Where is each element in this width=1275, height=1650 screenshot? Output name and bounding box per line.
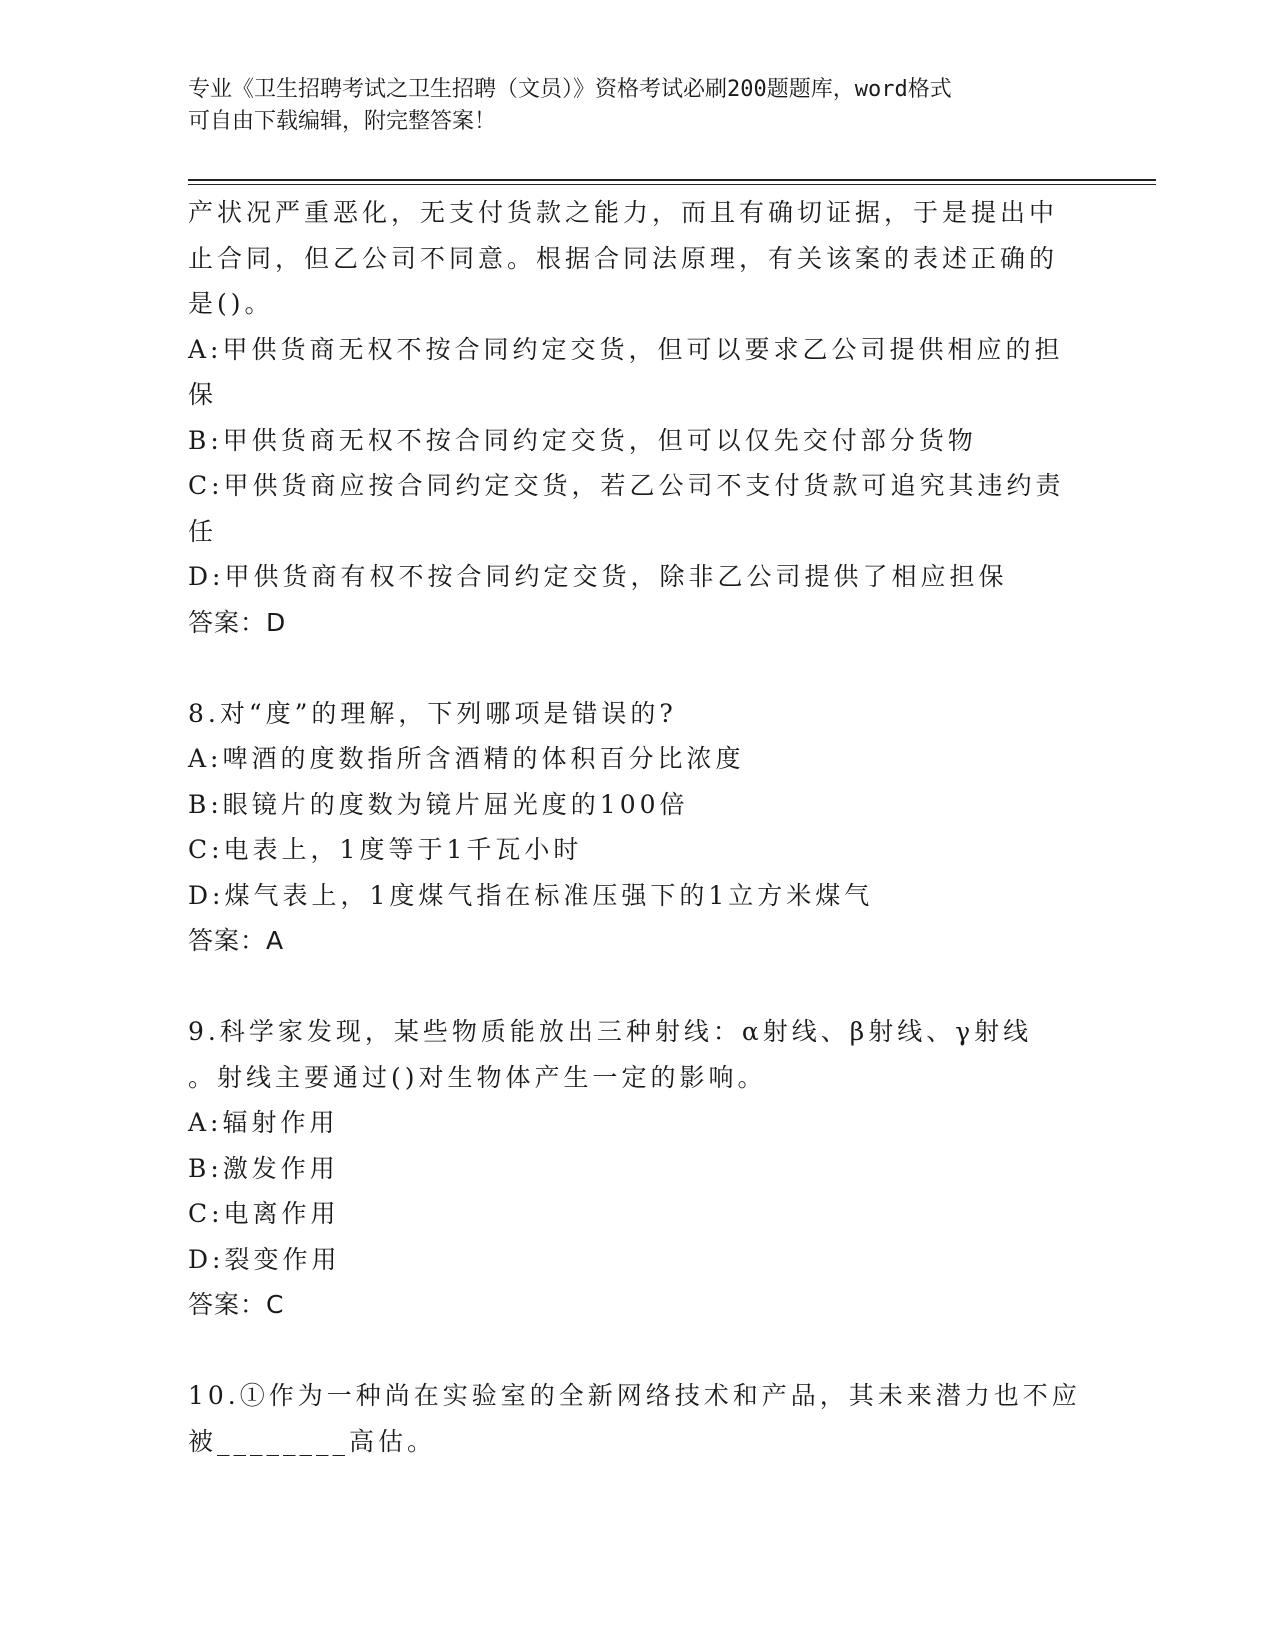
question-text: 8.对“度”的理解，下列哪项是错误的?	[188, 698, 677, 728]
page-header	[188, 74, 1078, 138]
answer-label: 答案：A	[188, 926, 285, 955]
option-a: A:啤酒的度数指所含酒精的体积百分比浓度	[188, 744, 745, 773]
option-d: D:甲供货商有权不按合同约定交货，除非乙公司提供了相应担保	[188, 562, 1008, 591]
question-text: 被________高估。	[188, 1426, 437, 1456]
header-line-1: 专业《卫生招聘考试之卫生招聘（文员）》资格考试必刷200题题库，word格式	[188, 77, 952, 102]
spacer	[188, 1328, 1088, 1374]
option-a-cont: 保	[188, 380, 218, 409]
option-a: A:辐射作用	[188, 1108, 339, 1137]
question-text: 产状况严重恶化，无支付货款之能力，而且有确切证据，于是提出中	[188, 198, 1059, 227]
option-d: D:裂变作用	[188, 1244, 341, 1274]
option-c: C:电表上，1度等于1千瓦小时	[188, 835, 583, 864]
question-text: 。射线主要通过()对生物体产生一定的影响。	[188, 1062, 767, 1092]
answer-label: 答案：C	[188, 1290, 285, 1319]
option-c: C:电离作用	[188, 1199, 340, 1228]
question-10	[188, 1373, 1088, 1464]
question-8	[188, 691, 1088, 964]
option-a: A:甲供货商无权不按合同约定交货，但可以要求乙公司提供相应的担	[188, 334, 1064, 364]
question-9	[188, 1009, 1088, 1328]
question-content	[188, 190, 1088, 1464]
question-text: 是()。	[188, 289, 274, 318]
header-rule	[188, 179, 1156, 185]
question-text: 止合同，但乙公司不同意。根据合同法原理，有关该案的表述正确的	[188, 243, 1059, 273]
question-7	[188, 190, 1088, 645]
spacer	[188, 964, 1088, 1010]
option-c-cont: 任	[188, 516, 218, 546]
question-text: 10.①作为一种尚在实验室的全新网络技术和产品，其未来潜力也不应	[188, 1381, 1081, 1410]
option-b: B:激发作用	[188, 1153, 339, 1183]
option-b: B:眼镜片的度数为镜片屈光度的100倍	[188, 789, 689, 819]
option-d: D:煤气表上，1度煤气指在标准压强下的1立方米煤气	[188, 880, 874, 910]
answer-label: 答案：D	[188, 607, 287, 637]
header-line-2: 可自由下载编辑，附完整答案！	[188, 109, 497, 134]
option-c: C:甲供货商应按合同约定交货，若乙公司不支付货款可追究其违约责	[188, 471, 1065, 500]
option-b: B:甲供货商无权不按合同约定交货，但可以仅先交付部分货物	[188, 425, 977, 455]
spacer	[188, 645, 1088, 691]
question-text: 9.科学家发现，某些物质能放出三种射线：α射线、β射线、γ射线	[188, 1017, 1033, 1046]
